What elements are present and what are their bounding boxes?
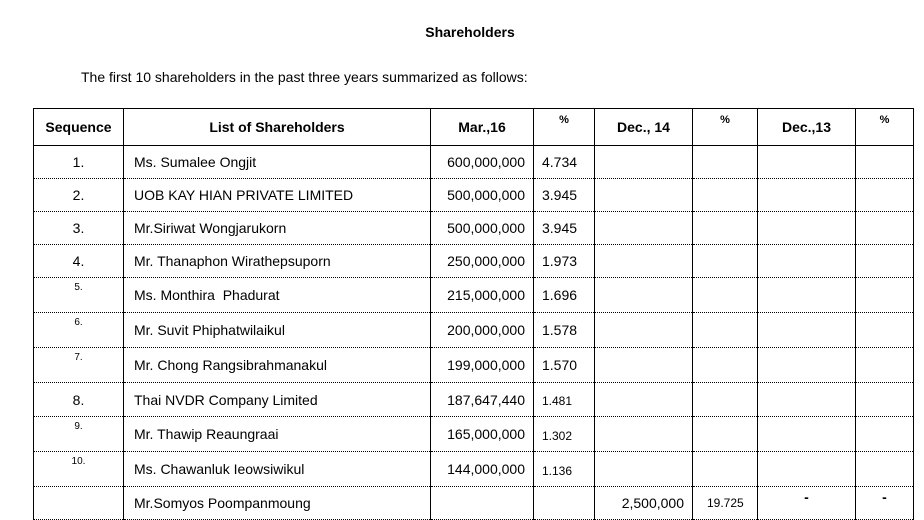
cell-dec14-percent — [693, 278, 758, 313]
cell-mar16-percent — [534, 487, 595, 520]
cell-dec14-percent — [693, 348, 758, 383]
cell-mar16-shares: 500,000,000 — [431, 179, 534, 212]
cell-mar16-shares: 250,000,000 — [431, 245, 534, 278]
cell-dec14-percent — [693, 146, 758, 179]
cell-dec13-percent — [856, 245, 914, 278]
cell-dec13-percent — [856, 452, 914, 487]
cell-dec13-shares — [758, 245, 856, 278]
cell-mar16-shares — [431, 487, 534, 520]
cell-shareholder-name: Mr. Chong Rangsibrahmanakul — [124, 348, 431, 383]
cell-mar16-percent: 1.136 — [534, 452, 595, 487]
header-row — [34, 109, 914, 146]
cell-mar16-shares: 200,000,000 — [431, 313, 534, 348]
header-dec13: Dec.,13 — [758, 109, 856, 146]
cell-mar16-shares: 215,000,000 — [431, 278, 534, 313]
header-percent-mar16: % — [534, 109, 595, 146]
page-title: Shareholders — [425, 24, 515, 40]
cell-mar16-shares: 144,000,000 — [431, 452, 534, 487]
header-percent-dec13: % — [856, 109, 914, 146]
cell-sequence: 7. — [34, 348, 124, 383]
cell-shareholder-name: Ms. Chawanluk Ieowsiwikul — [124, 452, 431, 487]
cell-mar16-percent: 1.696 — [534, 278, 595, 313]
cell-sequence: 5. — [34, 278, 124, 313]
table-row — [34, 452, 914, 487]
cell-dec13-shares — [758, 146, 856, 179]
cell-mar16-shares: 500,000,000 — [431, 212, 534, 245]
cell-dec14-shares — [595, 383, 693, 417]
cell-dec13-percent — [856, 417, 914, 452]
cell-sequence: 6. — [34, 313, 124, 348]
table-row — [34, 179, 914, 212]
cell-dec13-percent — [856, 179, 914, 212]
cell-mar16-shares: 187,647,440 — [431, 383, 534, 417]
cell-dec13-shares — [758, 383, 856, 417]
cell-sequence: 9. — [34, 417, 124, 452]
cell-mar16-percent: 4.734 — [534, 146, 595, 179]
cell-sequence: 10. — [34, 452, 124, 487]
header-percent-dec14: % — [693, 109, 758, 146]
header-dec14: Dec., 14 — [595, 109, 693, 146]
cell-dec13-shares — [758, 212, 856, 245]
cell-mar16-percent: 3.945 — [534, 212, 595, 245]
cell-dec13-percent — [856, 348, 914, 383]
cell-mar16-shares: 199,000,000 — [431, 348, 534, 383]
cell-dec13-shares — [758, 179, 856, 212]
table-row — [34, 487, 914, 520]
shareholders-table — [33, 108, 914, 520]
intro-text: The first 10 shareholders in the past three years summarized as follows: — [81, 69, 528, 85]
table-row — [34, 348, 914, 383]
cell-mar16-percent: 1.578 — [534, 313, 595, 348]
header-mar16: Mar.,16 — [431, 109, 534, 146]
cell-sequence — [34, 487, 124, 520]
cell-shareholder-name: UOB KAY HIAN PRIVATE LIMITED — [124, 179, 431, 212]
cell-dec14-shares — [595, 212, 693, 245]
cell-dec13-shares: - — [758, 487, 856, 520]
cell-dec13-shares — [758, 452, 856, 487]
cell-mar16-shares: 165,000,000 — [431, 417, 534, 452]
cell-sequence: 4. — [34, 245, 124, 278]
cell-dec13-percent — [856, 383, 914, 417]
cell-dec13-shares — [758, 417, 856, 452]
cell-sequence: 3. — [34, 212, 124, 245]
cell-shareholder-name: Mr.Somyos Poompanmoung — [124, 487, 431, 520]
cell-dec13-shares — [758, 313, 856, 348]
cell-shareholder-name: Mr.Siriwat Wongjarukorn — [124, 212, 431, 245]
cell-shareholder-name: Thai NVDR Company Limited — [124, 383, 431, 417]
cell-dec14-shares — [595, 278, 693, 313]
cell-shareholder-name: Mr. Thawip Reaungraai — [124, 417, 431, 452]
cell-dec14-shares — [595, 179, 693, 212]
cell-dec14-shares — [595, 245, 693, 278]
cell-dec14-shares — [595, 313, 693, 348]
cell-shareholder-name: Mr. Thanaphon Wirathepsuporn — [124, 245, 431, 278]
header-list-of-shareholders: List of Shareholders — [124, 109, 431, 146]
table-row — [34, 313, 914, 348]
cell-sequence: 8. — [34, 383, 124, 417]
cell-dec14-percent — [693, 212, 758, 245]
cell-shareholder-name: Ms. Sumalee Ongjit — [124, 146, 431, 179]
cell-dec14-percent — [693, 452, 758, 487]
cell-shareholder-name: Ms. Monthira Phadurat — [124, 278, 431, 313]
table-row — [34, 383, 914, 417]
cell-mar16-shares: 600,000,000 — [431, 146, 534, 179]
cell-dec13-percent — [856, 212, 914, 245]
cell-dec13-percent — [856, 278, 914, 313]
table-row — [34, 146, 914, 179]
cell-shareholder-name: Mr. Suvit Phiphatwilaikul — [124, 313, 431, 348]
cell-dec14-shares — [595, 417, 693, 452]
cell-dec13-percent — [856, 313, 914, 348]
table-row — [34, 245, 914, 278]
cell-dec14-percent — [693, 179, 758, 212]
cell-dec14-shares — [595, 348, 693, 383]
header-sequence: Sequence — [34, 109, 124, 146]
cell-dec14-percent — [693, 313, 758, 348]
cell-dec14-percent — [693, 383, 758, 417]
cell-sequence: 2. — [34, 179, 124, 212]
cell-dec13-percent — [856, 146, 914, 179]
cell-dec13-shares — [758, 278, 856, 313]
cell-dec13-percent: - — [856, 487, 914, 520]
cell-mar16-percent: 3.945 — [534, 179, 595, 212]
cell-mar16-percent: 1.570 — [534, 348, 595, 383]
cell-dec14-percent: 19.725 — [693, 487, 758, 520]
table-row — [34, 278, 914, 313]
table-row — [34, 212, 914, 245]
cell-dec14-percent — [693, 417, 758, 452]
cell-mar16-percent: 1.481 — [534, 383, 595, 417]
cell-dec13-shares — [758, 348, 856, 383]
cell-dec14-percent — [693, 245, 758, 278]
cell-mar16-percent: 1.973 — [534, 245, 595, 278]
table-row — [34, 417, 914, 452]
cell-dec14-shares: 2,500,000 — [595, 487, 693, 520]
cell-dec14-shares — [595, 146, 693, 179]
cell-mar16-percent: 1.302 — [534, 417, 595, 452]
cell-sequence: 1. — [34, 146, 124, 179]
cell-dec14-shares — [595, 452, 693, 487]
